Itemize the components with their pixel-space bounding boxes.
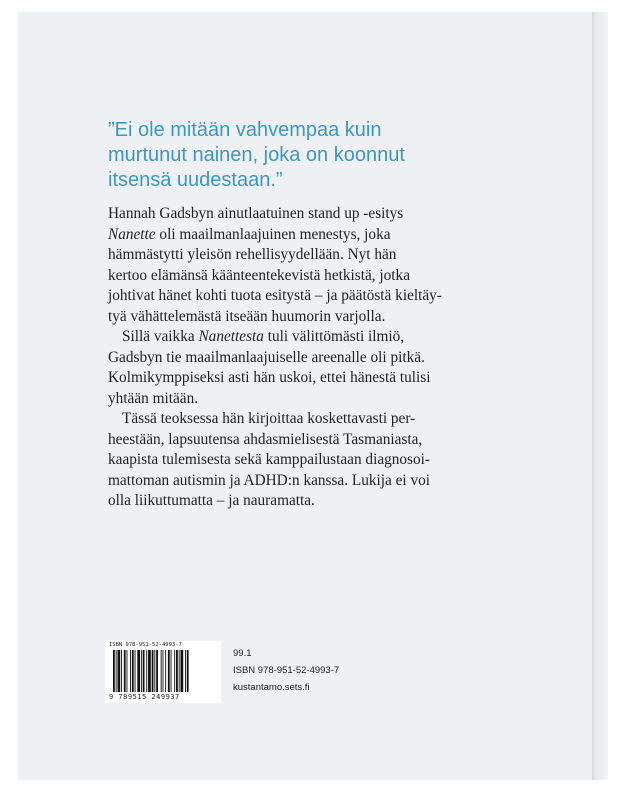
- barcode-bar: [121, 650, 122, 692]
- barcode-bar: [130, 650, 131, 692]
- barcode-bar: [171, 650, 172, 692]
- barcode-bar: [163, 650, 164, 692]
- barcode-bar: [156, 650, 158, 692]
- barcode-bar: [118, 650, 121, 692]
- barcode-bar: [179, 650, 180, 692]
- barcode-bar: [132, 650, 134, 692]
- text-line: Kolmikymppiseksi asti hän uskoi, ettei hänestä tulisi: [108, 369, 431, 386]
- text-fragment: oli maailmanlaajuinen menestys, joka: [155, 225, 391, 243]
- blurb-paragraph-1: [108, 204, 508, 327]
- isbn-barcode: [105, 641, 221, 703]
- barcode-bar: [127, 650, 128, 692]
- barcode-bar: [174, 650, 175, 692]
- pull-quote: [108, 118, 528, 193]
- isbn-number: ISBN 978-951-52-4993-7: [233, 665, 340, 676]
- title-italic: Nanettesta: [198, 328, 264, 345]
- text-fragment: tuli välittömästi ilmiö,: [263, 328, 405, 345]
- barcode-bar: [113, 650, 115, 692]
- barcode-bar: [152, 650, 154, 692]
- text-line: [108, 225, 508, 246]
- barcode-bar: [185, 650, 186, 692]
- barcode-bar: [137, 650, 140, 692]
- text-line: heestään, lapsuutensa ahdasmielisestä Tasmaniasta,: [108, 430, 423, 448]
- title-italic: Nanette: [108, 225, 156, 243]
- text-line: Gadsbyn tie maailmanlaajuiselle areenalle oli pitkä.: [108, 348, 425, 366]
- text-line: yhtään mitään.: [108, 389, 199, 407]
- barcode-bar: [141, 650, 142, 692]
- quote-line: itsensä uudestaan.”: [108, 169, 283, 191]
- text-line: tyä vähättelemästä itseään huumorin varjolla.: [108, 307, 386, 325]
- barcode-bar: [176, 650, 178, 692]
- quote-line: ”Ei ole mitään vahvempaa kuin: [108, 119, 382, 141]
- text-fragment: Sillä vaikka: [122, 328, 199, 345]
- text-line: mattoman autismin ja ADHD:n kanssa. Lukija ei voi: [108, 471, 431, 489]
- barcode-bar: [146, 650, 147, 692]
- barcode-bar: [154, 650, 155, 692]
- barcode-bar: [161, 650, 162, 692]
- barcode-bar: [124, 650, 126, 692]
- barcode-bar: [143, 650, 145, 692]
- barcode-bar: [168, 650, 170, 692]
- barcode-bar: [116, 650, 117, 692]
- blurb-text: [108, 204, 508, 512]
- quote-line: murtunut nainen, joka on koonnut: [108, 144, 405, 166]
- blurb-paragraph-3: [108, 409, 508, 512]
- text-line: olla liikuttumatta – ja nauramatta.: [108, 492, 315, 509]
- barcode-isbn-label: ISBN 978-951-52-4993-7: [109, 642, 182, 648]
- text-line: kaapista tulemisesta sekä kamppailustaan diagnosoi-: [108, 451, 430, 468]
- class-number: 99.1: [233, 648, 252, 659]
- text-line: kertoo elämänsä käänteentekevistä hetkistä, jotka: [108, 266, 410, 284]
- barcode-digits: 9 789515 249937: [109, 693, 180, 701]
- barcode-bar: [165, 650, 166, 692]
- text-line: johtivat hänet kohti tuota esitystä – ja päätöstä kieltäy-: [108, 287, 442, 304]
- text-line: [108, 327, 508, 348]
- publisher-website: kustantamo.sets.fi: [233, 682, 310, 693]
- book-spine-edge: [594, 12, 608, 780]
- barcode-bar: [187, 650, 189, 692]
- text-line: Hannah Gadsbyn ainutlaatuinen stand up -esitys: [108, 205, 404, 222]
- barcode-icon: [113, 650, 217, 694]
- text-line: Tässä teoksessa hän kirjoittaa koskettavasti per-: [122, 410, 416, 427]
- barcode-bar: [148, 650, 151, 692]
- barcode-bar: [135, 650, 136, 692]
- blurb-paragraph-2: [108, 327, 508, 409]
- barcode-bar: [181, 650, 184, 692]
- text-line: hämmästytti yleisön rehellisyydellään. Nyt hän: [108, 246, 397, 263]
- imprint-info: [233, 645, 339, 696]
